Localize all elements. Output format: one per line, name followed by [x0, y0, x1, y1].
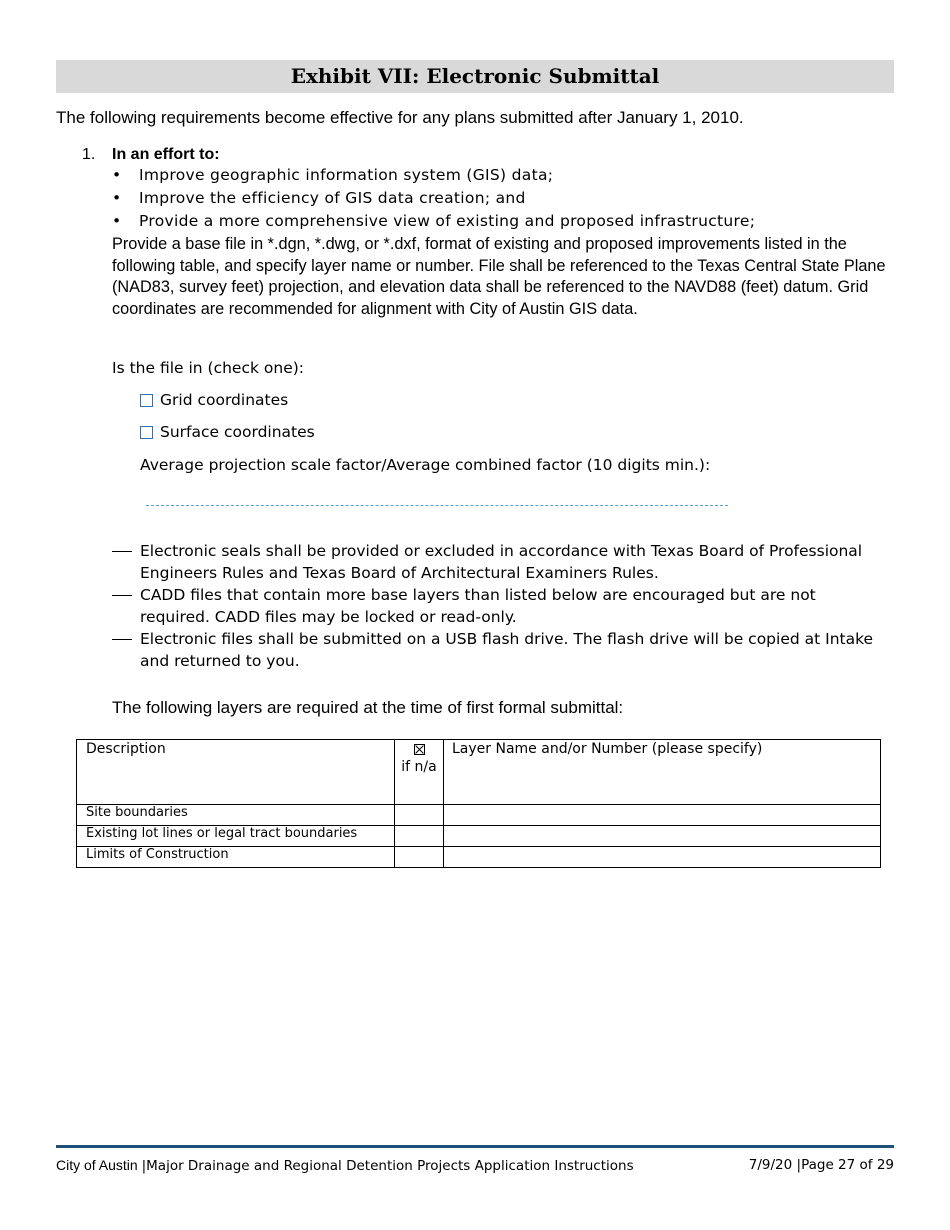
- footer-org: City of Austin: [56, 1157, 138, 1173]
- bullet-text: Improve the efficiency of GIS data creation; and: [139, 189, 526, 207]
- row-layer-cell[interactable]: [444, 847, 881, 868]
- note-item: [112, 584, 882, 628]
- footer-left: [56, 1157, 634, 1174]
- bullet-item: [112, 166, 553, 184]
- bullet-dot: •: [112, 189, 122, 207]
- scale-factor-input-line[interactable]: [146, 505, 728, 506]
- bullet-text: Improve geographic information system (GIS) data;: [139, 166, 554, 184]
- option-label: Grid coordinates: [160, 391, 289, 409]
- table-row: [77, 847, 881, 868]
- checkbox-icon[interactable]: [140, 426, 153, 439]
- footer-doc-title: |Major Drainage and Regional Detention Projects Application Instructions: [141, 1158, 634, 1174]
- header-na: [395, 740, 444, 805]
- bullet-text: Provide a more comprehensive view of existing and proposed infrastructure;: [139, 212, 756, 230]
- option-label: Surface coordinates: [160, 423, 315, 441]
- row-description: Site boundaries: [77, 805, 395, 826]
- scale-factor-label: Average projection scale factor/Average combined factor (10 digits min.):: [140, 456, 711, 474]
- note-item: [112, 540, 882, 584]
- item-number: 1.: [82, 146, 96, 163]
- page-title: Exhibit VII: Electronic Submittal: [56, 60, 894, 93]
- bullet-dot: •: [112, 166, 122, 184]
- footer-rule: [56, 1145, 894, 1148]
- note-text: Electronic seals shall be provided or excluded in accordance with Texas Board of Professional Engineers Rules and Texas Board of Architectural Examiners Rules.: [140, 542, 863, 582]
- row-layer-cell[interactable]: [444, 826, 881, 847]
- row-na-cell[interactable]: [395, 805, 444, 826]
- table-row: [77, 826, 881, 847]
- row-na-cell[interactable]: [395, 826, 444, 847]
- note-text: Electronic files shall be submitted on a USB flash drive. The flash drive will be copied at Intake and returned to you.: [140, 630, 874, 670]
- row-description: Limits of Construction: [77, 847, 395, 868]
- checked-box-icon: [414, 744, 425, 755]
- layers-table: [76, 739, 881, 868]
- checkbox-icon[interactable]: [140, 394, 153, 407]
- bullet-item: [112, 212, 755, 230]
- bullet-item: [112, 189, 526, 207]
- file-question: Is the file in (check one):: [112, 359, 304, 377]
- option-surface-coordinates[interactable]: [140, 423, 315, 441]
- option-grid-coordinates[interactable]: [140, 391, 288, 409]
- note-item: [112, 628, 882, 672]
- header-na-label: if n/a: [401, 759, 437, 775]
- note-text: CADD files that contain more base layers than listed below are encouraged but are not required. CADD files may be locked or read-only.: [140, 586, 816, 626]
- row-na-cell[interactable]: [395, 847, 444, 868]
- base-file-paragraph: Provide a base file in *.dgn, *.dwg, or *.dxf, format of existing and proposed improvements listed in the following table, and specify layer name or number. File shall be referenced to the Texas Central State Plane (NAD83, survey feet) projection, and elevation data shall be referenced to the NAVD88 (feet) datum. Grid coordinates are recommended for alignment with City of Austin GIS data.: [112, 235, 886, 318]
- bullet-dot: •: [112, 212, 122, 230]
- footer-date-page: 7/9/20 |Page 27 of 29: [748, 1157, 894, 1173]
- row-layer-cell[interactable]: [444, 805, 881, 826]
- row-description: Existing lot lines or legal tract boundaries: [77, 826, 395, 847]
- table-row: [77, 805, 881, 826]
- header-description: Description: [77, 740, 395, 805]
- table-header-row: [77, 740, 881, 805]
- layers-intro-text: The following layers are required at the time of first formal submittal:: [112, 698, 624, 717]
- intro-text: The following requirements become effective for any plans submitted after January 1, 2010.: [56, 108, 744, 127]
- item-heading: In an effort to:: [112, 146, 220, 163]
- header-layer-name: Layer Name and/or Number (please specify): [444, 740, 881, 805]
